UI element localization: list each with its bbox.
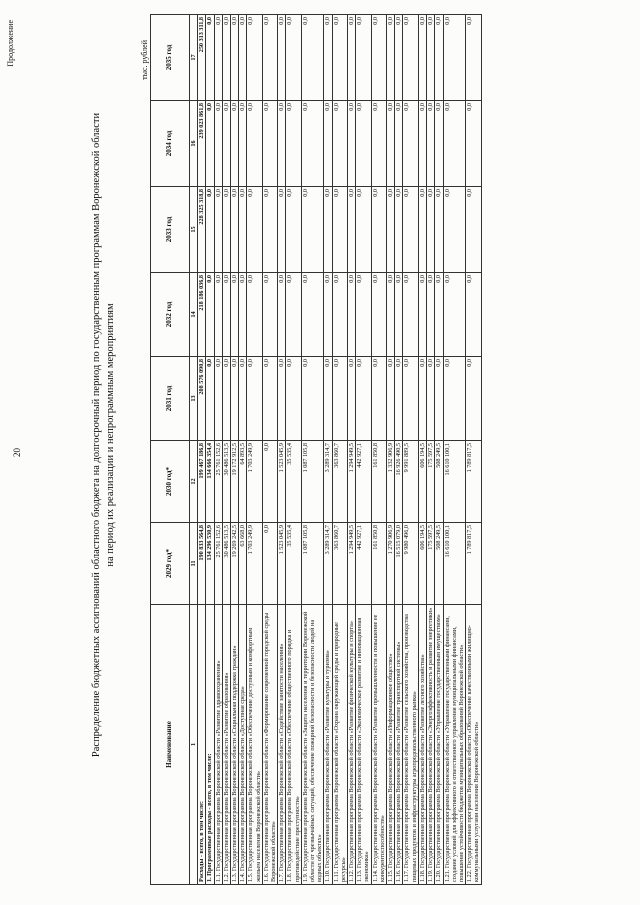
table-row — [324, 15, 332, 885]
row-value: 134 296 530,9 — [206, 523, 214, 605]
row-value: 0,0 — [247, 357, 262, 441]
row-value: 0,0 — [348, 273, 356, 357]
title-line-2: на период их реализации и непрограммным мероприятиям — [105, 303, 116, 567]
page-number: 20 — [12, 448, 22, 457]
row-value: 1 294 949,5 — [348, 523, 356, 605]
table-row — [247, 15, 262, 885]
row-value: 0,0 — [206, 273, 214, 357]
row-value: 0,0 — [435, 15, 443, 101]
row-name: 1.12. Государственная программа Воронежской области «Развитие физической культуры и спорта» — [348, 605, 356, 885]
table-row — [198, 15, 206, 885]
column-number: 13 — [190, 357, 198, 441]
row-value: 0,0 — [332, 357, 347, 441]
row-value: 35 535,4 — [286, 523, 301, 605]
row-value: 228 325 318,8 — [198, 187, 206, 273]
table-row — [348, 15, 356, 885]
table-row — [395, 15, 403, 885]
row-value: 0,0 — [301, 187, 324, 273]
row-value: 208 576 090,8 — [198, 357, 206, 441]
row-value: 0,0 — [222, 273, 230, 357]
row-value: 0,0 — [286, 15, 301, 101]
column-number: 17 — [190, 15, 198, 101]
row-value: 218 186 036,8 — [198, 273, 206, 357]
row-value: 363 860,7 — [332, 523, 347, 605]
row-value: 0,0 — [387, 101, 395, 187]
row-value: 0,0 — [278, 357, 286, 441]
row-value: 0,0 — [332, 187, 347, 273]
row-value: 1 703 249,9 — [247, 441, 262, 523]
column-header-year: 2032 год — [151, 273, 190, 357]
row-name: 1.2. Государственная программа Воронежской области «Развитие образования» — [222, 605, 230, 885]
row-value: 0,0 — [262, 15, 277, 101]
row-value: 0,0 — [356, 101, 371, 187]
row-name: 1.13. Государственная программа Воронежской области «Экономическое развитие и инновационная экономика» — [356, 605, 371, 885]
row-value: 0,0 — [286, 273, 301, 357]
row-value: 16 610 100,1 — [443, 441, 466, 523]
row-value: 0,0 — [262, 187, 277, 273]
row-value: 1 332 906,9 — [387, 441, 395, 523]
row-name: 1.22. Государственная программа Воронежской области «Обеспечение качественными жилищно-коммунальными услугами населения Воронежской области» — [466, 605, 481, 885]
column-header-year: 2031 год — [151, 357, 190, 441]
header-row — [151, 15, 190, 885]
row-value: 1 087 105,8 — [301, 441, 324, 523]
row-value: 0,0 — [466, 15, 481, 101]
row-value: 1 703 249,9 — [247, 523, 262, 605]
row-value: 0,0 — [206, 101, 214, 187]
row-value: 0,0 — [427, 15, 435, 101]
row-value: 0,0 — [395, 273, 403, 357]
row-value: 0,0 — [222, 187, 230, 273]
row-value: 0,0 — [231, 187, 239, 273]
row-value: 0,0 — [435, 187, 443, 273]
row-value: 0,0 — [278, 273, 286, 357]
row-value: 1 294 949,5 — [348, 441, 356, 523]
row-value: 0,0 — [348, 15, 356, 101]
title-line-1: Распределение бюджетных ассигнований областного бюджета на долгосрочный период по государственным программам Воронежской области — [91, 112, 102, 758]
row-value: 0,0 — [324, 357, 332, 441]
row-value: 0,0 — [214, 273, 222, 357]
continued-label: Продолжение — [6, 20, 15, 67]
column-header-year: 2033 год — [151, 187, 190, 273]
table-row — [403, 15, 418, 885]
row-name: 1.21. Государственная программа Воронежской области «Управление государственными финансами, создание условий для эффективного и ответственного управления муниципальными финансами, повышение устойчивости бюджетов муниципальных образований Воронежской области» — [443, 605, 466, 885]
row-value: 0,0 — [301, 357, 324, 441]
table-row — [301, 15, 324, 885]
row-value: 0,0 — [247, 15, 262, 101]
row-value: 0,0 — [466, 101, 481, 187]
row-value: 0,0 — [231, 101, 239, 187]
row-value: 0,0 — [301, 273, 324, 357]
row-value: 19 269 242,5 — [231, 523, 239, 605]
row-value: 0,0 — [427, 187, 435, 273]
row-value: 0,0 — [418, 273, 426, 357]
row-value: 0,0 — [332, 101, 347, 187]
row-value: 1 523 045,9 — [278, 441, 286, 523]
row-value: 0,0 — [427, 273, 435, 357]
row-value: 0,0 — [239, 357, 247, 441]
row-value: 1 523 045,9 — [278, 523, 286, 605]
row-value: 0,0 — [278, 15, 286, 101]
row-value: 63 668,0 — [239, 523, 247, 605]
row-value: 442 927,1 — [356, 523, 371, 605]
table-row — [332, 15, 347, 885]
row-value: 16 515 079,0 — [395, 523, 403, 605]
table-row — [356, 15, 371, 885]
row-value: 0,0 — [214, 187, 222, 273]
table-row — [206, 15, 214, 885]
table-row — [418, 15, 426, 885]
row-value: 9 991 889,5 — [403, 441, 418, 523]
column-header-year: 2029 год* — [151, 523, 190, 605]
row-value: 0,0 — [443, 15, 466, 101]
row-value: 9 980 496,0 — [403, 523, 418, 605]
row-value: 0,0 — [371, 273, 386, 357]
row-name: 1.8. Государственная программа Воронежской области «Обеспечение общественного порядка и противодействие преступности» — [286, 605, 301, 885]
row-name: 1.4. Государственная программа Воронежской области «Доступная среда» — [239, 605, 247, 885]
column-header-name: Наименование — [151, 605, 190, 885]
row-value: 0,0 — [247, 273, 262, 357]
row-value: 199 467 186,8 — [198, 441, 206, 523]
row-value: 0,0 — [348, 187, 356, 273]
row-name: 1.16. Государственная программа Воронежской области «Развитие транспортной системы» — [395, 605, 403, 885]
row-value: 0,0 — [403, 101, 418, 187]
row-value: 16 926 490,5 — [395, 441, 403, 523]
row-value: 0,0 — [206, 187, 214, 273]
row-value: 64 893,5 — [239, 441, 247, 523]
column-number: 14 — [190, 273, 198, 357]
row-value: 0,0 — [466, 273, 481, 357]
document-title — [90, 55, 118, 815]
row-value: 0,0 — [324, 101, 332, 187]
row-value: 0,0 — [356, 273, 371, 357]
row-value: 0,0 — [239, 187, 247, 273]
row-value: 0,0 — [395, 101, 403, 187]
column-header-year: 2030 год* — [151, 441, 190, 523]
row-value: 0,0 — [466, 187, 481, 273]
row-name: 1.7. Государственная программа Воронежской области «Содействие занятости населения» — [278, 605, 286, 885]
column-number: 1 — [190, 605, 198, 885]
row-value: 0,0 — [262, 273, 277, 357]
row-value: 0,0 — [466, 357, 481, 441]
row-value: 0,0 — [403, 273, 418, 357]
row-value: 0,0 — [395, 187, 403, 273]
row-value: 1 087 105,8 — [301, 523, 324, 605]
row-value: 0,0 — [387, 357, 395, 441]
row-value: 0,0 — [324, 15, 332, 101]
table-row — [443, 15, 466, 885]
row-value: 0,0 — [222, 15, 230, 101]
row-value: 606 194,5 — [418, 441, 426, 523]
row-name: 1.3. Государственная программа Воронежской области «Социальная поддержка граждан» — [231, 605, 239, 885]
row-value: 508 249,5 — [435, 441, 443, 523]
row-name: 1.20. Государственная программа Воронежской области «Управление государственным имуществом» — [435, 605, 443, 885]
row-value: 0,0 — [387, 273, 395, 357]
row-value: 0,0 — [418, 357, 426, 441]
row-value: 0,0 — [286, 357, 301, 441]
row-value: 30 486 513,5 — [222, 523, 230, 605]
row-value: 0,0 — [371, 357, 386, 441]
row-value: 25 761 152,6 — [214, 523, 222, 605]
row-value: 0,0 — [443, 357, 466, 441]
table-row — [466, 15, 481, 885]
table-row — [231, 15, 239, 885]
row-value: 508 249,5 — [435, 523, 443, 605]
row-value: 0,0 — [278, 101, 286, 187]
column-number: 12 — [190, 441, 198, 523]
row-value: 0,0 — [332, 15, 347, 101]
row-value: 0,0 — [206, 15, 214, 101]
row-value: 175 597,5 — [427, 523, 435, 605]
column-number: 11 — [190, 523, 198, 605]
row-value: 0,0 — [418, 15, 426, 101]
row-value: 0,0 — [206, 357, 214, 441]
row-value: 0,0 — [214, 357, 222, 441]
row-name: 1.18. Государственная программа Воронежской области «Развитие лесного хозяйства» — [418, 605, 426, 885]
row-value: 134 666 354,4 — [206, 441, 214, 523]
column-number: 16 — [190, 101, 198, 187]
table-row — [222, 15, 230, 885]
row-value: 0,0 — [395, 15, 403, 101]
row-value: 0,0 — [435, 357, 443, 441]
row-value: 0,0 — [247, 101, 262, 187]
row-value: 0,0 — [356, 15, 371, 101]
row-value: 239 023 861,8 — [198, 101, 206, 187]
row-value: 19 172 912,5 — [231, 441, 239, 523]
row-name: 1.10. Государственная программа Воронежской области «Развитие культуры и туризма» — [324, 605, 332, 885]
column-number-row — [190, 15, 198, 885]
row-value: 3 289 314,7 — [324, 441, 332, 523]
row-value: 0,0 — [371, 101, 386, 187]
row-value: 35 535,4 — [286, 441, 301, 523]
row-value: 0,0 — [418, 187, 426, 273]
row-value: 0,0 — [427, 357, 435, 441]
table-row — [239, 15, 247, 885]
row-value: 0,0 — [418, 101, 426, 187]
row-value: 0,0 — [222, 357, 230, 441]
row-value: 0,0 — [395, 357, 403, 441]
row-value: 0,0 — [231, 357, 239, 441]
row-value: 0,0 — [348, 357, 356, 441]
row-value: 250 313 311,8 — [198, 15, 206, 101]
row-name: 1.5. Государственная программа Воронежской области «Обеспечение доступным и комфортным жильем населения Воронежской области» — [247, 605, 262, 885]
row-value: 25 761 152,6 — [214, 441, 222, 523]
row-value: 0,0 — [262, 101, 277, 187]
row-value: 161 850,8 — [371, 441, 386, 523]
row-value: 0,0 — [214, 101, 222, 187]
column-header-year: 2035 год — [151, 15, 190, 101]
row-value: 0,0 — [239, 101, 247, 187]
row-value: 0,0 — [371, 187, 386, 273]
row-value: 0,0 — [286, 187, 301, 273]
row-name: 1.9. Государственная программа Воронежской области «Защита населения и территории Воронежской области от чрезвычайных ситуаций, обеспечение пожарной безопасности и безопасности людей на водных объектах» — [301, 605, 324, 885]
table-row — [371, 15, 386, 885]
table-row — [286, 15, 301, 885]
row-value: 0,0 — [324, 187, 332, 273]
row-value: 1 789 817,5 — [466, 523, 481, 605]
row-value: 0,0 — [231, 273, 239, 357]
row-value: 0,0 — [239, 15, 247, 101]
row-value: 0,0 — [262, 441, 277, 523]
row-value: 0,0 — [403, 187, 418, 273]
row-name: Расходы - всего, в том числе: — [198, 605, 206, 885]
row-value: 0,0 — [387, 187, 395, 273]
row-value: 0,0 — [301, 15, 324, 101]
row-value: 0,0 — [356, 187, 371, 273]
row-value: 161 850,8 — [371, 523, 386, 605]
row-value: 1 270 906,9 — [387, 523, 395, 605]
row-value: 0,0 — [403, 15, 418, 101]
table-row — [214, 15, 222, 885]
row-value: 0,0 — [214, 15, 222, 101]
row-value: 30 486 513,5 — [222, 441, 230, 523]
row-value: 0,0 — [443, 273, 466, 357]
table-row — [278, 15, 286, 885]
row-value: 606 194,5 — [418, 523, 426, 605]
row-value: 0,0 — [324, 273, 332, 357]
row-name: 1.11. Государственная программа Воронежской области «Охрана окружающей среды и природные ресурсы» — [332, 605, 347, 885]
row-value: 175 597,5 — [427, 441, 435, 523]
row-value: 0,0 — [231, 15, 239, 101]
row-value: 0,0 — [262, 357, 277, 441]
row-value: 0,0 — [403, 357, 418, 441]
column-header-year: 2034 год — [151, 101, 190, 187]
row-name: 1.1. Государственная программа Воронежской области «Развитие здравоохранения» — [214, 605, 222, 885]
row-value: 0,0 — [278, 187, 286, 273]
row-value: 363 860,7 — [332, 441, 347, 523]
row-value: 0,0 — [239, 273, 247, 357]
row-value: 1 789 817,5 — [466, 441, 481, 523]
row-value: 0,0 — [435, 101, 443, 187]
table-row — [427, 15, 435, 885]
row-value: 0,0 — [332, 273, 347, 357]
row-value: 0,0 — [262, 523, 277, 605]
column-number: 15 — [190, 187, 198, 273]
row-name: 1.15. Государственная программа Воронежской области «Информационное общество» — [387, 605, 395, 885]
table-row — [262, 15, 277, 885]
row-value: 0,0 — [348, 101, 356, 187]
row-name: 1.19. Государственная программа Воронежской области «Энергоэффективность и развитие энергетики» — [427, 605, 435, 885]
row-value: 0,0 — [247, 187, 262, 273]
row-value: 3 289 314,7 — [324, 523, 332, 605]
row-value: 0,0 — [371, 15, 386, 101]
row-name: 1.14. Государственная программа Воронежской области «Развитие промышленности и повышение ее конкурентоспособности» — [371, 605, 386, 885]
row-value: 0,0 — [222, 101, 230, 187]
row-value: 0,0 — [427, 101, 435, 187]
row-value: 442 927,1 — [356, 441, 371, 523]
units-label: тыс. рублей — [140, 40, 149, 80]
row-value: 190 833 564,8 — [198, 523, 206, 605]
row-value: 0,0 — [356, 357, 371, 441]
row-value: 0,0 — [387, 15, 395, 101]
row-value: 0,0 — [443, 187, 466, 273]
row-name: 1.17. Государственная программа Воронежской области «Развитие сельского хозяйства, производства пищевых продуктов и инфраструктуры агропродовольственного рынка» — [403, 605, 418, 885]
row-value: 0,0 — [301, 101, 324, 187]
row-name: 1. Программные расходы - всего, в том числе: — [206, 605, 214, 885]
row-value: 0,0 — [286, 101, 301, 187]
table-row — [435, 15, 443, 885]
budget-table — [150, 14, 482, 885]
row-value: 0,0 — [443, 101, 466, 187]
row-value: 16 610 100,1 — [443, 523, 466, 605]
row-value: 0,0 — [435, 273, 443, 357]
table-row — [387, 15, 395, 885]
row-name: 1.6. Государственная программа Воронежской области «Формирование современной городской среды Воронежской области» — [262, 605, 277, 885]
